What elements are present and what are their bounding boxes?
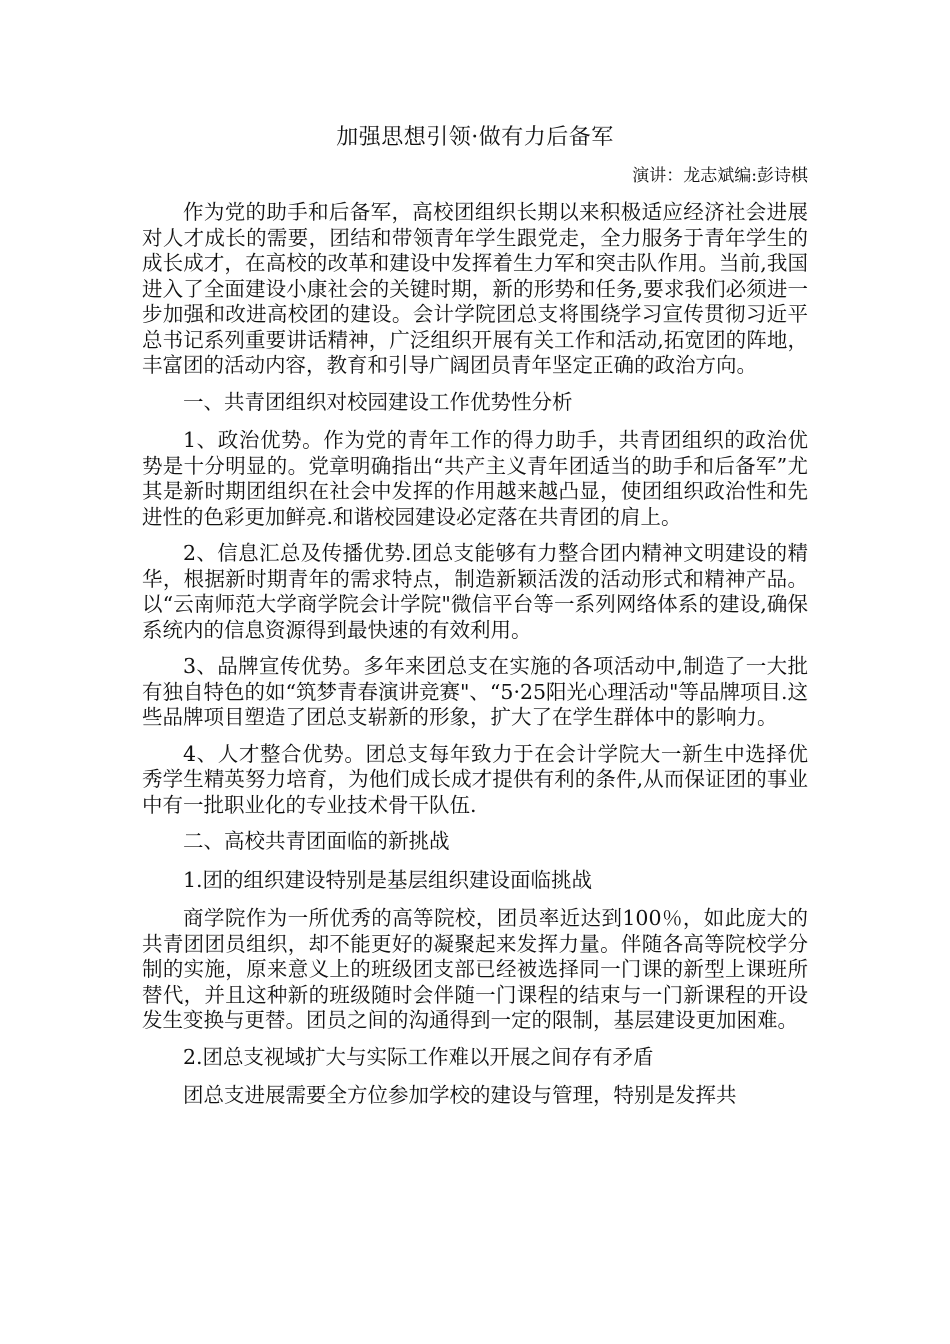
paragraph-organization-challenge: 商学院作为一所优秀的高等院校，团员率近达到100％，如此庞大的共青团团员组织，却不能更好的凝聚起来发挥力量。伴随各高等院校学分制的实施，原来意义上的班级团支部已经被选择同一门课的新型上课班所替代，并且这种新的班级随时会伴随一门课程的结束与一门新课程的开设发生变换与更替。团员之间的沟通得到一定的限制，基层建设更加困难。 xyxy=(142,906,808,1032)
paragraph-brand-advantage: 3、品牌宣传优势。多年来团总支在实施的各项活动中,制造了一大批有独自特色的如“筑梦青春演讲竞赛"、“5·25阳光心理活动"等品牌项目.这些品牌项目塑造了团总支崭新的形象，扩大了在学生群体中的影响力。 xyxy=(142,654,808,729)
paragraph-political-advantage: 1、政治优势。作为党的青年工作的得力助手，共青团组织的政治优势是十分明显的。党章明确指出“共产主义青年团适当的助手和后备军”尤其是新时期团组织在社会中发挥的作用越来越凸显，使团组织政治性和先进性的色彩更加鲜亮.和谐校园建设必定落在共青团的肩上。 xyxy=(142,428,808,529)
author-line: 演讲：龙志斌编:彭诗棋 xyxy=(632,166,808,186)
paragraph-talent-advantage: 4、人才整合优势。团总支每年致力于在会计学院大一新生中选择优秀学生精英努力培育，为他们成长成才提供有利的条件,从而保证团的事业中有一批职业化的专业技术骨干队伍. xyxy=(142,741,808,817)
subsection-heading-2-2: 2.团总支视域扩大与实际工作难以开展之间存有矛盾 xyxy=(183,1044,654,1069)
paragraph-information-advantage: 2、信息汇总及传播优势.团总支能够有力整合团内精神文明建设的精华，根据新时期青年的需求特点，制造新颖活泼的活动形式和精神产品。以“云南师范大学商学院会计学院"微信平台等一系列网络体系的建设,确保系统内的信息资源得到最快速的有效利用。 xyxy=(142,541,808,642)
subsection-heading-2-1: 1.团的组织建设特别是基层组织建设面临挑战 xyxy=(183,867,593,892)
paragraph-intro: 作为党的助手和后备军，高校团组织长期以来积极适应经济社会进展对人才成长的需要，团结和带领青年学生跟党走，全力服务于青年学生的成长成才，在高校的改革和建设中发挥着生力军和突击队作用。当前,我国进入了全面建设小康社会的关键时期，新的形势和任务,要求我们必须进一步加强和改进高校团的建设。会计学院团总支将围绕学习宣传贯彻习近平总书记系列重要讲话精神，广泛组织开展有关工作和活动,拓宽团的阵地，丰富团的活动内容，教育和引导广阔团员青年坚定正确的政治方向。 xyxy=(142,200,808,377)
section-heading-1: 一、共青团组织对校园建设工作优势性分析 xyxy=(183,389,573,414)
paragraph-vision-conflict: 团总支进展需要全方位参加学校的建设与管理，特别是发挥共 xyxy=(183,1083,737,1107)
document-title: 加强思想引领·做有力后备军 xyxy=(336,125,614,150)
section-heading-2: 二、高校共青团面临的新挑战 xyxy=(183,829,450,853)
document-page xyxy=(142,122,808,1120)
